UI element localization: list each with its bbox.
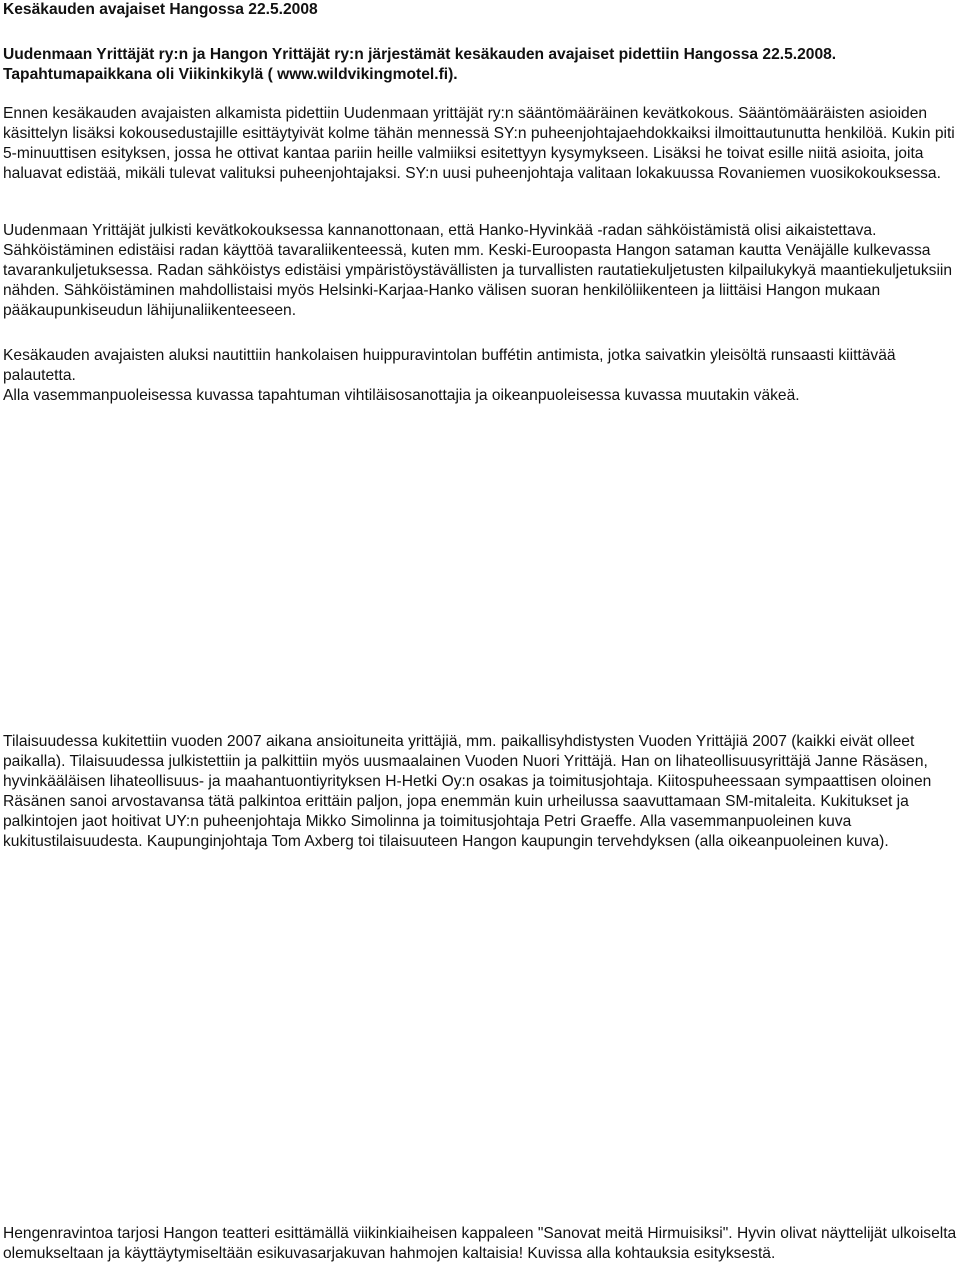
paragraph-photo-caption-1: Alla vasemmanpuoleisessa kuvassa tapahtuman vihtiläisosanottajia ja oikeanpuoleisessa kuvassa muutakin väkeä. [3, 387, 800, 404]
paragraph-buffet: Kesäkauden avajaisten aluksi nautittiin hankolaisen huippuravintolan buffétin antimista, jotka saivatkin yleisöltä runsaasti kiittävää palautetta. [3, 347, 896, 384]
paragraph-kukitus: Tilaisuudessa kukitettiin vuoden 2007 aikana ansioituneita yrittäjiä, mm. paikallisyhdistysten Vuoden Yrittäjiä 2007 (kaikki eivät olleet paikalla). Tilaisuudessa julkistettiin ja palkittiin myös uusmaalainen Vuoden Nuori Yrittäjä. Han on lihateollisuusyrittäjä Janne Räsäsen, hyvinkääläisen lihateollisuus- ja maahantuontiyrityksen H-Hetki Oy:n osakas ja toimitusjohtaja. Kiitospuheessaan sympaattisen oloinen Räsänen sanoi arvostavansa tätä palkintoa erittäin paljon, jopa enemmän kuin urheilussa saavuttamaan SM-mitaleita. Kukitukset ja palkintojen jaot hoitivat UY:n puheenjohtaja Mikko Simolinna ja toimitusjohtaja Petri Graeffe. Alla vasemmanpuoleinen kuva kukitustilaisuudesta. Kaupunginjohtaja Tom Axberg toi tilaisuuteen Hangon kaupungin tervehdyksen (alla oikeanpuoleinen kuva). [3, 733, 932, 850]
paragraph-sahkoistaminen: Uudenmaan Yrittäjät julkisti kevätkokouksessa kannanottonaan, että Hanko-Hyvinkää -radan sähköistämistä olisi aikaistettava. Sähköistäminen edistäisi radan käyttöä tavaraliikenteessä, kuten mm. Keski-Euroopasta Hangon sataman kautta Venäjälle kulkevassa tavarankuljetuksessa. Radan sähköistys edistäisi ympäristöystävällisten ja turvallisten rautatiekuljetusten kilpailukykyä maantiekuljetuksiin nähden. Sähköistäminen mahdollistaisi myös Helsinki-Karjaa-Hanko välisen suoran henkilöliikenteen ja liittäisi Hangon mukaan pääkaupunkiseudun lähijunaliikenteeseen. [3, 222, 953, 319]
intro-paragraph: Uudenmaan Yrittäjät ry:n ja Hangon Yrittäjät ry:n järjestämät kesäkauden avajaiset pidettiin Hangossa 22.5.2008. Tapahtumapaikkana oli Viikinkikylä ( www.wildvikingmotel.fi). [3, 46, 837, 83]
page-title: Kesäkauden avajaiset Hangossa 22.5.2008 [3, 1, 318, 18]
paragraph-teatteri: Hengenravintoa tarjosi Hangon teatteri esittämällä viikinkiaiheisen kappaleen "Sanovat meitä Hirmuisiksi". Hyvin olivat näyttelijät ulkoiselta olemukseltaan ja käyttäytymiseltään esikuvasarjakuvan hahmojen kaltaisia! Kuvissa alla kohtauksia esityksestä. [3, 1225, 957, 1262]
paragraph-kevatkokous: Ennen kesäkauden avajaisten alkamista pidettiin Uudenmaan yrittäjät ry:n sääntömääräinen kevätkokous. Sääntömääräisten asioiden käsittelyn lisäksi kokousedustajille esittäytyivät kolme tähän mennessä SY:n puheenjohtajaehdokkaiksi ilmoittautunutta henkilöä. Kukin piti 5-minuuttisen esityksen, jossa he ottivat kantaa pariin heille valmiiksi esitettyyn kysymykseen. Lisäksi he toivat esille niitä asioita, joita haluavat edistää, mikäli tulevat valituksi puheenjohtajaksi. SY:n uusi puheenjohtaja valitaan lokakuussa Rovaniemen vuosikokouksessa. [3, 105, 955, 182]
